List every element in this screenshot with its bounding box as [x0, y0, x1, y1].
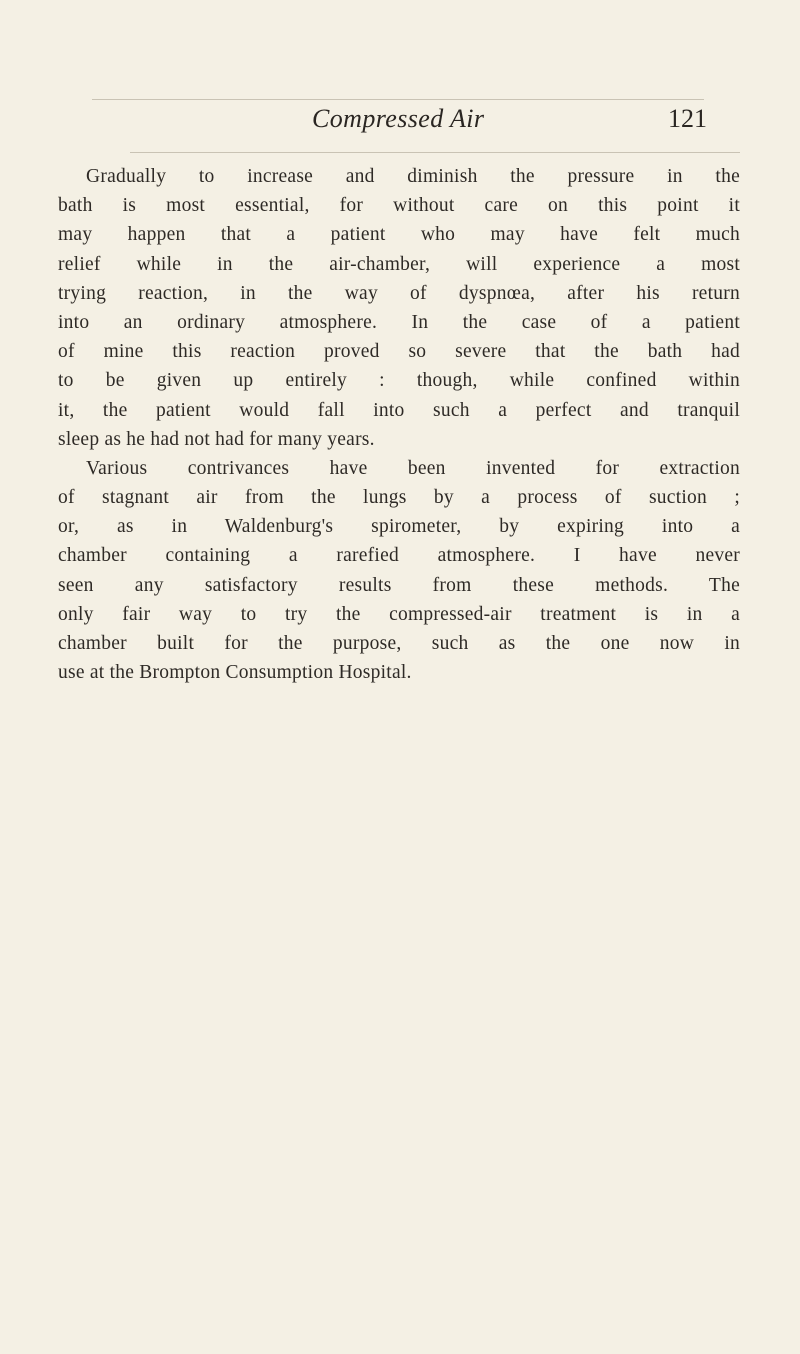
body-text [58, 162, 740, 687]
text-line: sleep as he had not had for many years. [58, 428, 375, 450]
running-title: Compressed Air [312, 104, 485, 133]
text-line: chamber built for the purpose, such as the one now in [58, 633, 740, 654]
text-line: use at the Brompton Consumption Hospital. [58, 662, 412, 684]
text-line: Various contrivances have been invented for extraction [86, 457, 740, 479]
text-line: bath is most essential, for without care on this point it [58, 195, 740, 217]
paragraph [58, 162, 740, 454]
text-line: or, as in Waldenburg's spirometer, by expiring into a [58, 516, 740, 538]
text-line: to be given up entirely : though, while confined within [58, 370, 740, 392]
paragraph [58, 454, 740, 688]
header-underline-rule [130, 152, 740, 153]
text-line: of stagnant air from the lungs by a process of suction ; [58, 487, 740, 509]
text-line: may happen that a patient who may have felt much [58, 224, 740, 246]
text-line: Gradually to increase and diminish the pressure in the [86, 166, 740, 187]
text-line: seen any satisfactory results from these methods. The [58, 574, 740, 596]
page-header [0, 104, 800, 144]
text-line: only fair way to try the compressed-air treatment is in a [58, 603, 740, 625]
header-top-rule [92, 99, 704, 100]
text-line: relief while in the air-chamber, will experience a most [58, 253, 740, 275]
text-line: it, the patient would fall into such a perfect and tranquil [58, 399, 740, 421]
page-number: 121 [668, 104, 707, 133]
text-line: into an ordinary atmosphere. In the case of a patient [58, 311, 740, 333]
text-line: chamber containing a rarefied atmosphere. I have never [58, 545, 740, 567]
text-line: trying reaction, in the way of dyspnœa, after his return [58, 282, 740, 304]
text-line: of mine this reaction proved so severe that the bath had [58, 341, 740, 363]
